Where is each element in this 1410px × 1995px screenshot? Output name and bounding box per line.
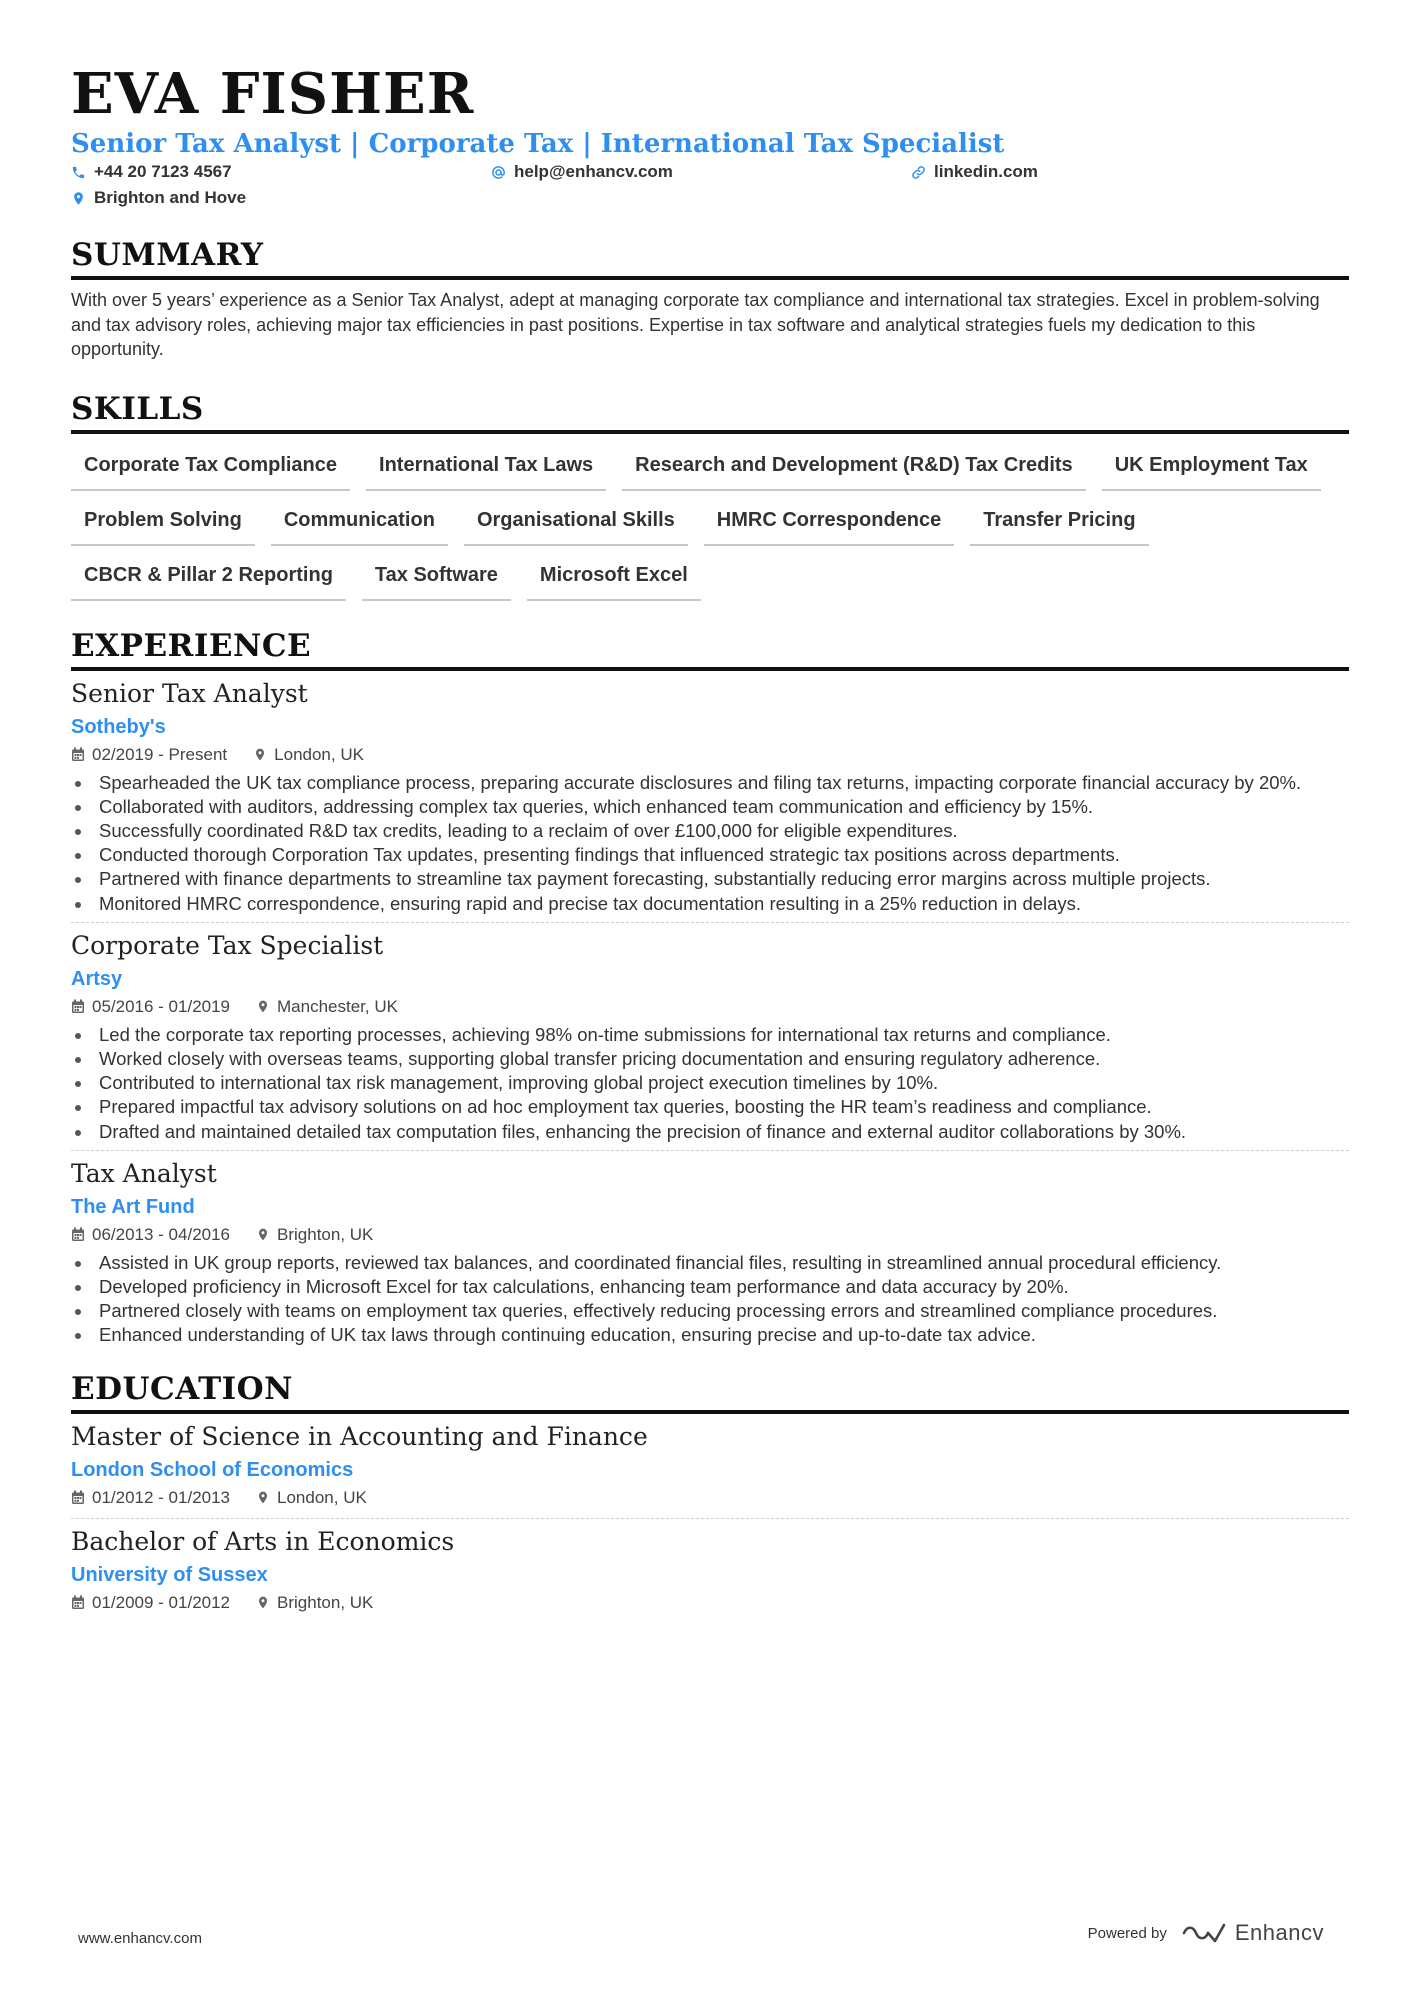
experience-section [71,627,1349,1354]
education-location [256,1591,373,1615]
skill-tag: Research and Development (R&D) Tax Credits [622,446,1086,491]
company-name: The Art Fund [71,1195,195,1218]
location-text: London, UK [274,744,364,764]
education-location [256,1486,367,1510]
location-pin-icon [71,191,86,206]
contact-phone[interactable] [71,162,232,182]
bullet-item: Worked closely with overseas teams, supporting global transfer pricing documentation and ensuring regulatory adherence. [71,1047,1349,1071]
phone-icon [71,165,86,180]
skills-list [71,446,1349,601]
summary-section [71,236,1349,362]
brand-logo[interactable] [1181,1920,1324,1946]
education-title: EDUCATION [71,1370,1349,1414]
bullet-item: Contributed to international tax risk management, improving global project execution timelines by 10%. [71,1071,1349,1095]
job-bullets [71,1023,1349,1144]
enhancv-logo-icon [1181,1922,1227,1944]
skill-tag: Organisational Skills [464,501,688,546]
job-location [253,743,364,767]
school-name: London School of Economics [71,1458,354,1481]
location-pin-icon [256,999,270,1014]
dates-text: 05/2016 - 01/2019 [92,996,231,1016]
education-entry [71,1518,1349,1623]
skill-tag: International Tax Laws [366,446,606,491]
brand-name: Enhancv [1234,1920,1324,1945]
education-meta [71,1591,1349,1615]
calendar-icon [71,747,85,762]
bullet-item: Developed proficiency in Microsoft Excel for tax calculations, enhancing team performance and data accuracy by 20%. [71,1275,1349,1299]
skills-section [71,390,1349,601]
job-location [256,995,398,1019]
bullet-item: Collaborated with auditors, addressing complex tax queries, which enhanced team communication and efficiency by 15%. [71,795,1349,819]
bullet-item: Led the corporate tax reporting processes, achieving 98% on-time submissions for international tax returns and compliance. [71,1023,1349,1047]
school-name: University of Sussex [71,1563,268,1586]
skill-tag: Corporate Tax Compliance [71,446,350,491]
job-bullets [71,771,1349,916]
skill-tag: Transfer Pricing [970,501,1148,546]
location-pin-icon [253,747,267,762]
dates-text: 01/2012 - 01/2013 [92,1487,231,1507]
job-location [256,1223,373,1247]
experience-title: EXPERIENCE [71,627,1349,671]
calendar-icon [71,999,85,1014]
location-text: Brighton and Hove [94,188,247,207]
job-meta [71,995,1349,1019]
powered-by-text: Powered by [1087,1924,1167,1942]
experience-entry [71,671,1349,922]
education-entry [71,1414,1349,1518]
job-title: Corporate Tax Specialist [71,930,384,960]
company-name: Artsy [71,967,123,990]
phone-text: +44 20 7123 4567 [94,162,232,181]
location-pin-icon [256,1595,270,1610]
footer-website[interactable]: www.enhancv.com [78,1930,202,1947]
calendar-icon [71,1490,85,1505]
dates-text: 01/2009 - 01/2012 [92,1592,231,1612]
calendar-icon [71,1595,85,1610]
location-text: Manchester, UK [277,996,398,1016]
calendar-icon [71,1227,85,1242]
email-text: help@enhancv.com [514,162,673,181]
company-name: Sotheby's [71,715,166,738]
skill-tag: CBCR & Pillar 2 Reporting [71,556,346,601]
education-dates [71,1486,230,1510]
skill-tag: HMRC Correspondence [704,501,954,546]
bullet-item: Successfully coordinated R&D tax credits, leading to a reclaim of over £100,000 for eligible expenditures. [71,819,1349,843]
link-icon [911,165,926,180]
location-text: London, UK [277,1487,367,1507]
candidate-headline: Senior Tax Analyst | Corporate Tax | International Tax Specialist [71,129,1005,159]
job-title: Senior Tax Analyst [71,678,308,708]
summary-text: With over 5 years’ experience as a Senior Tax Analyst, adept at managing corporate tax compliance and international tax strategies. Excel in problem-solving and tax advisory roles, achieving major tax efficiencies in past positions. Expertise in tax software and analytical strategies fuels my dedication to this opportunity. [71,290,1320,359]
contact-linkedin[interactable] [911,162,1038,182]
bullet-item: Drafted and maintained detailed tax computation files, enhancing the precision of finance and external auditor collaborations by 30%. [71,1120,1349,1144]
skill-tag: Tax Software [362,556,511,601]
dates-text: 02/2019 - Present [92,744,228,764]
skill-tag: Problem Solving [71,501,255,546]
summary-title: SUMMARY [71,236,1349,280]
bullet-item: Prepared impactful tax advisory solutions on ad hoc employment tax queries, boosting the HR team’s readiness and compliance. [71,1095,1349,1119]
linkedin-text: linkedin.com [934,162,1038,181]
bullet-item: Conducted thorough Corporation Tax updates, presenting findings that influenced strategic tax positions across departments. [71,843,1349,867]
job-bullets [71,1251,1349,1348]
bullet-item: Spearheaded the UK tax compliance process, preparing accurate disclosures and filing tax returns, impacting corporate financial accuracy by 20%. [71,771,1349,795]
degree-title: Master of Science in Accounting and Finance [71,1421,648,1451]
education-section [71,1370,1349,1623]
location-pin-icon [256,1227,270,1242]
location-text: Brighton, UK [277,1224,374,1244]
skills-title: SKILLS [71,390,1349,434]
degree-title: Bachelor of Arts in Economics [71,1526,455,1556]
skill-tag: Microsoft Excel [527,556,701,601]
skill-tag: Communication [271,501,448,546]
bullet-item: Partnered closely with teams on employment tax queries, effectively reducing processing errors and streamlined compliance procedures. [71,1299,1349,1323]
bullet-item: Partnered with finance departments to streamline tax payment forecasting, substantially reducing error margins across multiple projects. [71,867,1349,891]
experience-entry [71,922,1349,1150]
location-text: Brighton, UK [277,1592,374,1612]
bullet-item: Enhanced understanding of UK tax laws through continuing education, ensuring precise and up-to-date tax advice. [71,1323,1349,1347]
job-meta [71,1223,1349,1247]
job-meta [71,743,1349,767]
job-dates [71,1223,230,1247]
resume-page [71,58,1349,1623]
location-pin-icon [256,1490,270,1505]
bullet-item: Monitored HMRC correspondence, ensuring rapid and precise tax documentation resulting in a 25% reduction in delays. [71,892,1349,916]
job-title: Tax Analyst [71,1158,217,1188]
contact-info [71,162,1349,216]
contact-email[interactable] [491,162,673,182]
at-icon [491,165,506,180]
job-dates [71,743,227,767]
candidate-name: EVA FISHER [71,61,475,127]
bullet-item: Assisted in UK group reports, reviewed tax balances, and coordinated financial files, resulting in streamlined annual procedural efficiency. [71,1251,1349,1275]
footer-branding [1088,1920,1324,1946]
experience-entry [71,1150,1349,1354]
contact-location [71,188,246,208]
dates-text: 06/2013 - 04/2016 [92,1224,231,1244]
education-meta [71,1486,1349,1510]
job-dates [71,995,230,1019]
skill-tag: UK Employment Tax [1102,446,1321,491]
education-dates [71,1591,230,1615]
